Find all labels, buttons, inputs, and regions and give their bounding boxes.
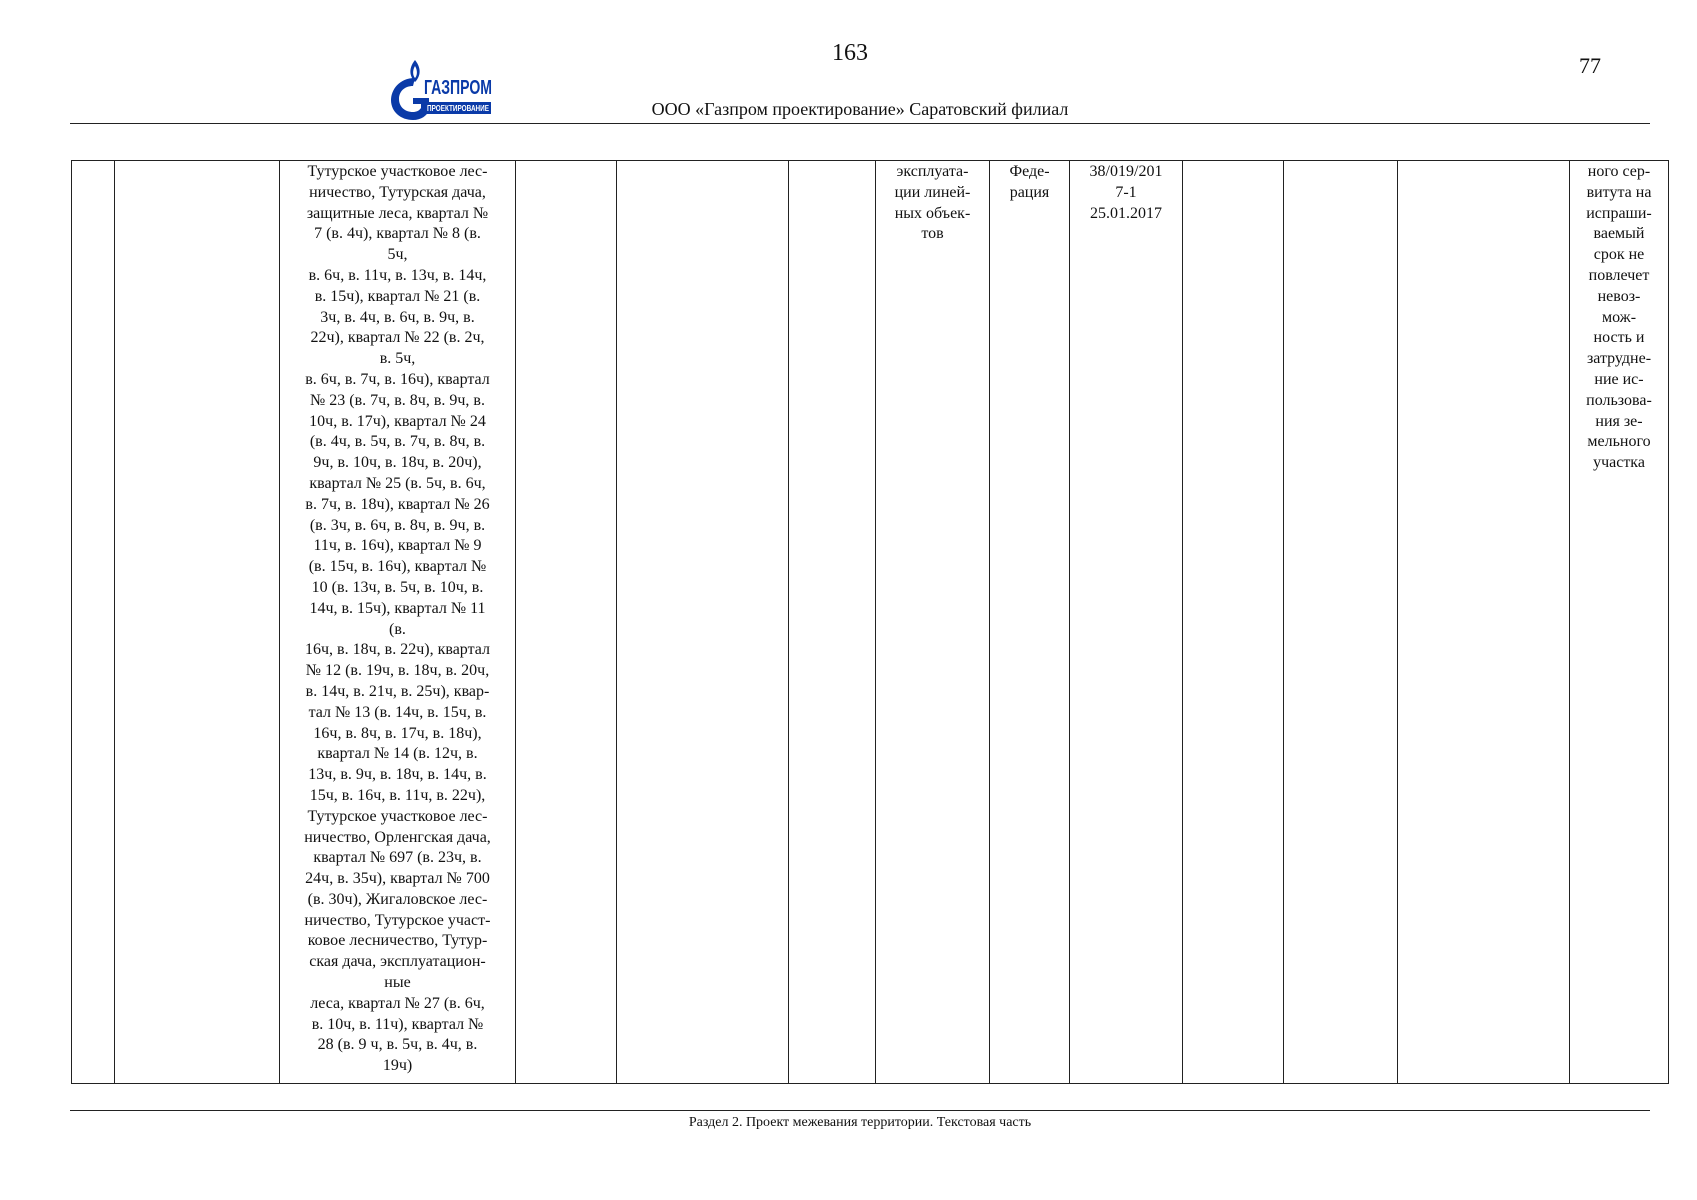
table-cell — [1398, 161, 1570, 1084]
table-cell — [115, 161, 280, 1084]
table-cell — [617, 161, 789, 1084]
page-number: 163 — [832, 40, 868, 66]
table-cell — [1183, 161, 1284, 1084]
land-plot-table — [71, 160, 1669, 1084]
location-description-cell: Тутурское участковое лес- ничество, Тутурская дача, защитные леса, квартал № 7 (в. 4ч), квартал № 8 (в. 5ч, в. 6ч, в. 11ч, в. 13ч, в. 14ч, в. 15ч), квартал № 21 (в. 3ч, в. 4ч, в. 6ч, в. 9ч, в. 22ч), квартал № 22 (в. 2ч, в. 5ч, в. 6ч, в. 7ч, в. 16ч), квартал № 23 (в. 7ч, в. 8ч, в. 9ч, в. 10ч, в. 17ч), квартал № 24 (в. 4ч, в. 5ч, в. 7ч, в. 8ч, в. 9ч, в. 10ч, в. 18ч, в. 20ч), квартал № 25 (в. 5ч, в. 6ч, в. 7ч, в. 18ч), квартал № 26 (в. 3ч, в. 6ч, в. 8ч, в. 9ч, в. 11ч, в. 16ч), квартал № 9 (в. 15ч, в. 16ч), квартал № 10 (в. 13ч, в. 5ч, в. 10ч, в. 14ч, в. 15ч), квартал № 11 (в. 16ч, в. 18ч, в. 22ч), квартал № 12 (в. 19ч, в. 18ч, в. 20ч, в. 14ч, в. 21ч, в. 25ч), квар- тал № 13 (в. 14ч, в. 15ч, в. 16ч, в. 8ч, в. 17ч, в. 18ч), квартал № 14 (в. 12ч, в. 13ч, в. 9ч, в. 18ч, в. 14ч, в. 15ч, в. 16ч, в. 11ч, в. 22ч), Тутурское участковое лес- ничество, Орленгская дача, квартал № 697 (в. 23ч, в. 24ч, в. 35ч), квартал № 700 (в. 30ч), Жигаловское лес- ничество, Тутурское участ- ковое лесничество, Тутур- ская дача, эксплуатацион- ные леса, квартал № 27 (в. 6ч, в. 10ч, в. 11ч), квартал № 28 (в. 9 ч, в. 5ч, в. 4ч, в. 19ч) — [280, 161, 516, 1084]
purpose-cell: эксплуата- ции линей- ных объек- тов — [876, 161, 990, 1084]
footer-text: Раздел 2. Проект межевания территории. Текстовая часть — [688, 1115, 1032, 1130]
table-row — [72, 161, 1669, 1084]
registration-cell: 38/019/201 7-1 25.01.2017 — [1070, 161, 1183, 1084]
svg-text:ПРОЕКТИРОВАНИЕ: ПРОЕКТИРОВАНИЕ — [427, 104, 490, 113]
header-rule — [70, 123, 1650, 124]
gazprom-logo — [385, 56, 495, 122]
owner-cell: Феде- рация — [990, 161, 1070, 1084]
svg-text:ГАЗПРОМ: ГАЗПРОМ — [424, 77, 492, 99]
company-name: ООО «Газпром проектирование» Саратовский филиал — [651, 99, 1069, 119]
sheet-number: 77 — [1579, 53, 1601, 78]
footer-rule — [70, 1110, 1650, 1111]
table-cell — [1284, 161, 1398, 1084]
table-cell — [789, 161, 876, 1084]
table-cell — [72, 161, 115, 1084]
justification-cell: ного сер- витута на испраши- ваемый срок не повлечет невоз- мож- ность и затрудне- ние ис- пользова- ния зе- мельного участка — [1570, 161, 1669, 1084]
table-cell — [516, 161, 617, 1084]
